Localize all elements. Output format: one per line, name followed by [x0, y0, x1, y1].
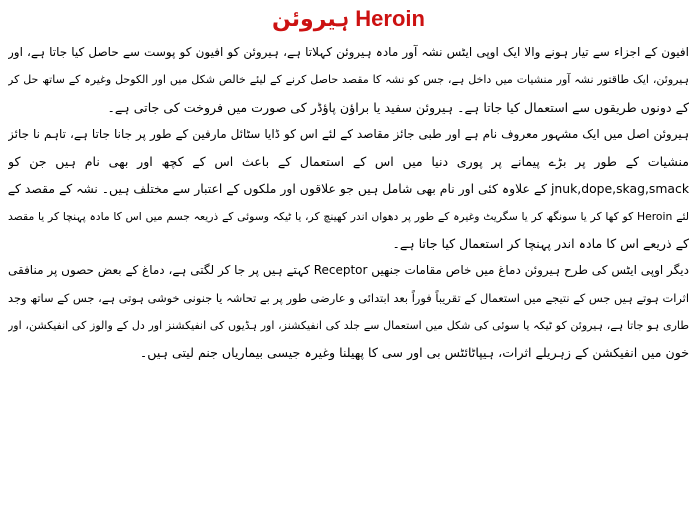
text-line-6: jnuk,dope,skag,smack کے علاوہ کئی اور نام بھی شامل ہیں جو علاقوں اور ملکوں کے اعتبار سے مختلف ہیں۔ نشہ کے مقصد کے — [8, 181, 689, 197]
page-title — [8, 6, 689, 33]
text-line-2: ہیروئن، ایک طاقتور نشہ آور منشیات میں داخل ہے، جس کو نشہ کا مقصد حاصل کرنے کے لیئے خالص شکل میں اور الکوحل وغیرہ کے ساتھ حل کر — [8, 73, 689, 87]
text-line-4: ہیروئن اصل میں ایک مشہور معروف نام ہے اور طبی جائز مقاصد کے لئے اس کو ڈایا سٹائل مارفین کے طور پر جانا جاتا ہے، تاہم نا جائز — [8, 126, 689, 141]
text-line-3: کے دونوں طریقوں سے استعمال کیا جاتا ہے۔ ہیروئن سفید یا براؤن پاؤڈر کی صورت میں فروخت کی جاتی ہے۔ — [107, 99, 689, 115]
text-line-11: طاری ہو جاتا ہے، ہیروئن کو ٹیکہ یا سوئی کی شکل میں استعمال سے جلد کی انفیکشنز، اور ہڈیوں کی انفیکشنز اور دل کے والوز کی انفیکشن، اور — [8, 318, 689, 332]
title-urdu: ہیروئن — [272, 7, 350, 32]
text-line-5: منشیات کے طور پر بڑے پیمانے پر پوری دنیا میں اس کے استعمال کے باعث اس کے کچھ اور بھی نام ہیں جن کو — [8, 154, 689, 170]
article-body — [8, 39, 689, 367]
text-line-9: دیگر اوپی ایٹس کی طرح ہیروئن دماغ میں خاص مقامات جنھیں Receptor کہتے ہیں پر جا کر لگتی ہے، دماغ کے بعض حصوں پر منافقی — [8, 263, 689, 278]
title-english: Heroin — [355, 6, 425, 31]
text-line-10: اثرات ہوتے ہیں جس کے نتیجے میں استعمال کے تقریباً فوراً بعد ابتدائی و عارضی طور پر بے تحاشہ یا جنونی خوشی ہوتی ہے، جس کے ساتھ وجد — [8, 290, 689, 305]
text-line-12: خون میں انفیکشن کے زہریلے اثرات، ہیپاٹائٹس بی اور سی کا پھیلنا وغیرہ جیسی بیماریاں جنم لیتی ہیں۔ — [139, 345, 689, 361]
text-line-1: افیون کے اجزاء سے تیار ہونے والا ایک اوپی ایٹس نشہ آور مادہ ہیروئن کہلاتا ہے، ہیروئن کو افیون کو پوست سے حاصل کیا جاتا ہے، اور — [8, 45, 689, 59]
text-line-7: لئے Heroin کو کھا کر یا سونگھ کر یا سگریٹ وغیرہ کے طور پر دھواں اندر کھینچ کر، یا ٹیکہ وسوئی کے ذریعہ جسم میں اس کا مادہ پہنچا کر یا مقصد — [8, 209, 689, 223]
text-line-8: کے ذریعے اس کا مادہ اندر پہنچا کر استعمال کیا جاتا ہے۔ — [392, 236, 689, 252]
